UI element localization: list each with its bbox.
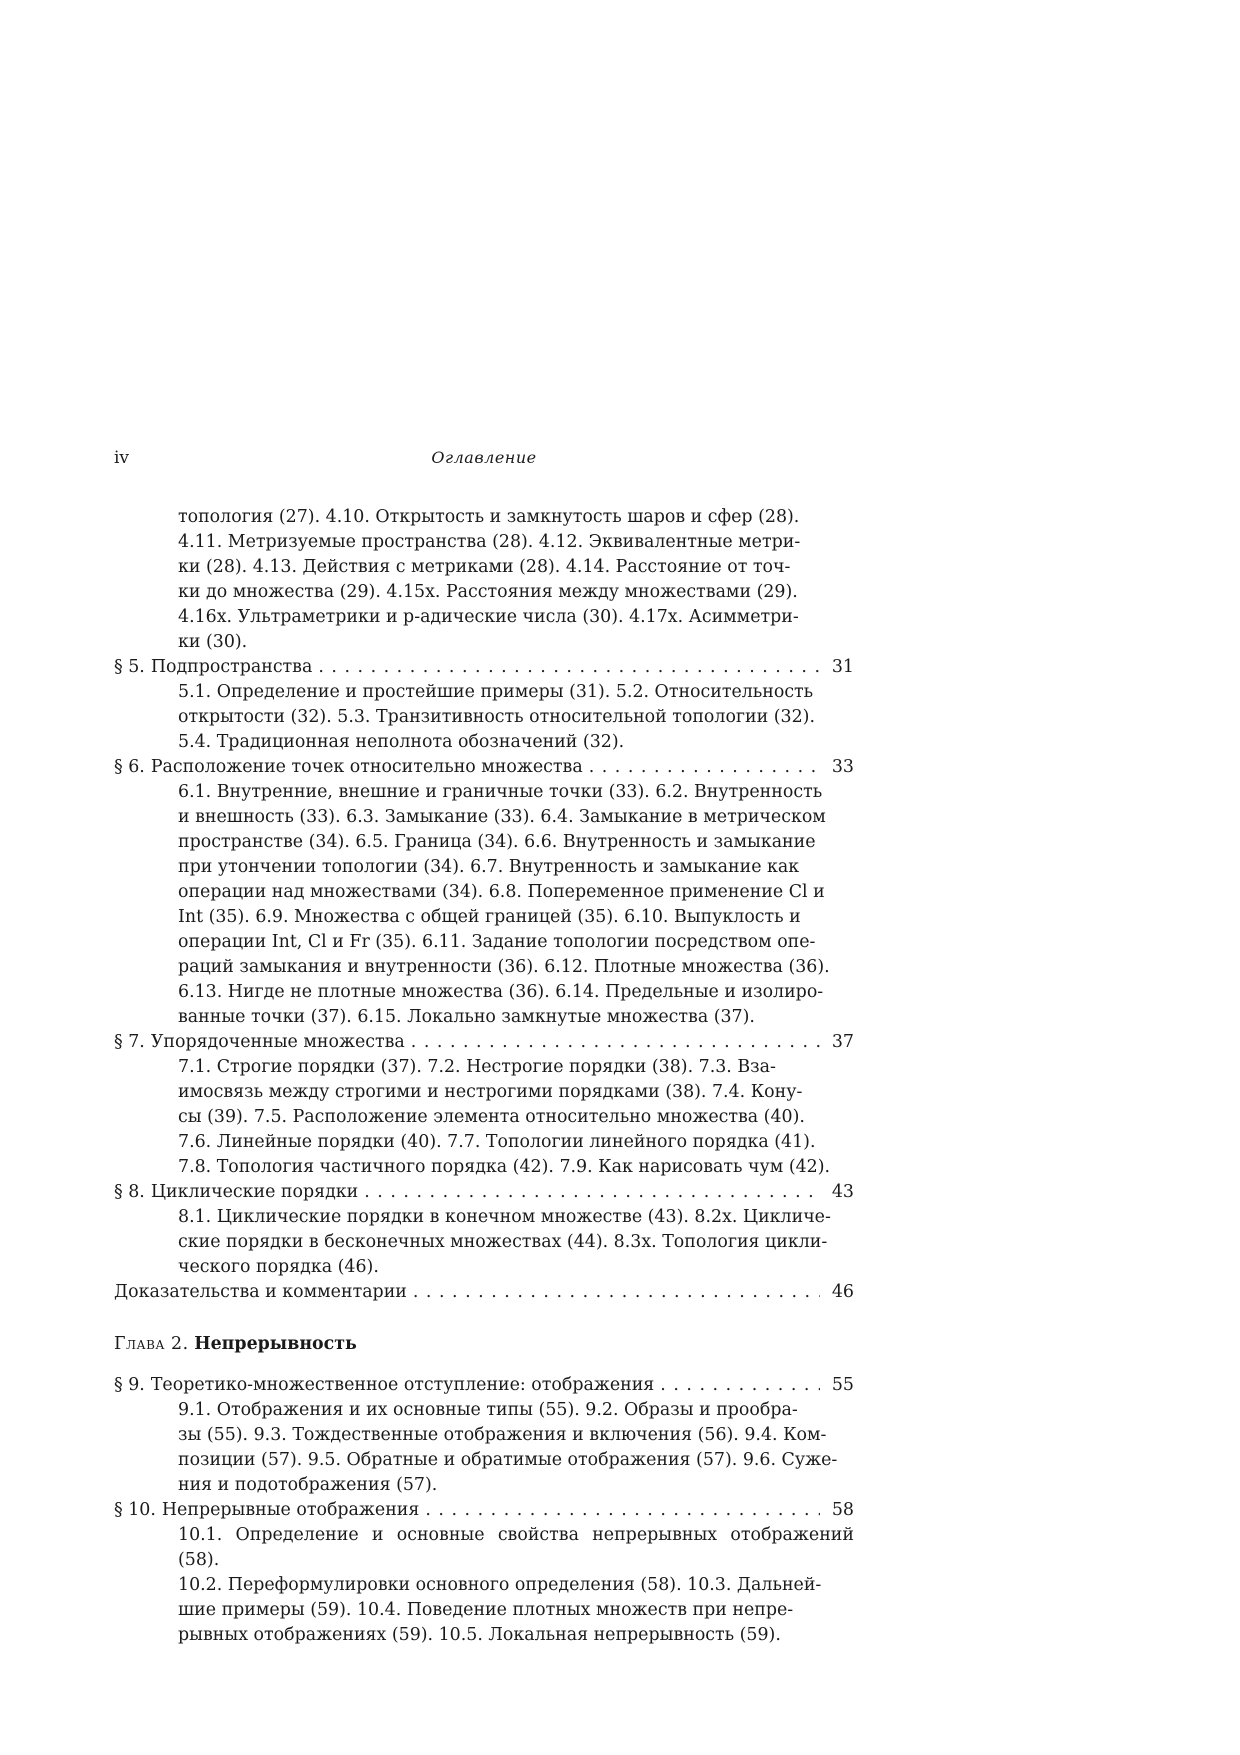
section-page: 55: [831, 1375, 854, 1395]
leader-dots: [660, 1373, 820, 1398]
section-number: § 7.: [114, 1032, 145, 1052]
leader-dots: [411, 1030, 820, 1055]
section-9-subsections: 9.1. Отображения и их основные типы (55). 9.2. Образы и прообра- зы (55). 9.3. Тождественные отображения и включения (56). 9.4. Ком- позиции (57). 9.5. Обратные и обратимые отображения (57). 9.6. Суже- ния и подотображения (57).: [178, 1400, 838, 1495]
section-number: § 6.: [114, 757, 145, 777]
section-title: Теоретико-множественное отступление: отображения: [150, 1375, 655, 1395]
leader-dots: [318, 655, 820, 680]
page-number: iv: [114, 448, 130, 468]
section-page: 58: [831, 1500, 854, 1520]
toc-entry-section-5[interactable]: [114, 655, 854, 680]
chapter-title: Непрерывность: [194, 1334, 357, 1354]
proofs-title: Доказательства и комментарии: [114, 1282, 407, 1302]
section-4-continuation: топология (27). 4.10. Открытость и замкнутость шаров и сфер (28). 4.11. Метризуемые пространства (28). 4.12. Эквивалентные метри- ки (28). 4.13. Действия с метриками (28). 4.14. Расстояние от точ- ки до множества (29). 4.15x. Расстояния между множествами (29). 4.16x. Ультраметрики и p-адические числа (30). 4.17x. Асимметри- ки (30).: [178, 507, 801, 652]
section-number: § 10.: [114, 1500, 156, 1520]
chapter-label: Глава 2.: [114, 1334, 189, 1354]
toc-entry-section-6[interactable]: [114, 755, 854, 780]
leader-dots: [413, 1280, 820, 1305]
toc-entry-section-8[interactable]: [114, 1180, 854, 1205]
chapter-2-heading[interactable]: [114, 1332, 854, 1357]
section-10-subsections: 10.1. Определение и основные свойства непрерывных отображений (58). 10.2. Переформулировки основного определения (58). 10.3. Дальней- шие примеры (59). 10.4. Поведение плотных множеств при непре- рывных отображениях (59). 10.5. Локальная непрерывность (59).: [178, 1525, 854, 1645]
running-title: Оглавление: [431, 448, 537, 467]
section-number: § 8.: [114, 1182, 145, 1202]
section-title: Циклические порядки: [150, 1182, 359, 1202]
section-title: Упорядоченные множества: [150, 1032, 405, 1052]
section-8-subsections: 8.1. Циклические порядки в конечном множестве (43). 8.2x. Цикличе- ские порядки в бесконечных множествах (44). 8.3x. Топология цикли- ческого порядка (46).: [178, 1207, 831, 1277]
section-page: 31: [831, 657, 854, 677]
section-number: § 5.: [114, 657, 145, 677]
section-page: 37: [831, 1032, 854, 1052]
running-header: [114, 448, 854, 476]
proofs-page: 46: [831, 1282, 854, 1302]
section-number: § 9.: [114, 1375, 145, 1395]
section-page: 43: [831, 1182, 854, 1202]
section-5-subsections: 5.1. Определение и простейшие примеры (31). 5.2. Относительность открытости (32). 5.3. Транзитивность относительной топологии (32). 5.4. Традиционная неполнота обозначений (32).: [178, 682, 815, 752]
section-title: Подпространства: [150, 657, 313, 677]
section-6-subsections: 6.1. Внутренние, внешние и граничные точки (33). 6.2. Внутренность и внешность (33). 6.3. Замыкание (33). 6.4. Замыкание в метрическом пространстве (34). 6.5. Граница (34). 6.6. Внутренность и замыкание при утончении топологии (34). 6.7. Внутренность и замыкание как операции над множествами (34). 6.8. Попеременное применение Cl и Int (35). 6.9. Множества с общей границей (35). 6.10. Выпуклость и операции Int, Cl и Fr (35). 6.11. Задание топологии посредством опе- раций замыкания и внутренности (36). 6.12. Плотные множества (36). 6.13. Нигде не плотные множества (36). 6.14. Предельные и изолиро- ванные точки (37). 6.15. Локально замкнутые множества (37).: [178, 782, 830, 1027]
table-of-contents: [114, 505, 854, 1648]
section-7-subsections: 7.1. Строгие порядки (37). 7.2. Нестрогие порядки (38). 7.3. Вза- имосвязь между строгими и нестрогими порядками (38). 7.4. Кону- сы (39). 7.5. Расположение элемента относительно множества (40). 7.6. Линейные порядки (40). 7.7. Топологии линейного порядка (41). 7.8. Топология частичного порядка (42). 7.9. Как нарисовать чум (42).: [178, 1057, 831, 1177]
section-title: Непрерывные отображения: [161, 1500, 420, 1520]
toc-entry-proofs[interactable]: [114, 1280, 854, 1305]
leader-dots: [589, 755, 820, 780]
leader-dots: [425, 1498, 820, 1523]
leader-dots: [364, 1180, 820, 1205]
toc-entry-section-7[interactable]: [114, 1030, 854, 1055]
section-page: 33: [831, 757, 854, 777]
toc-entry-section-9[interactable]: [114, 1373, 854, 1398]
section-title: Расположение точек относительно множества: [150, 757, 583, 777]
toc-entry-section-10[interactable]: [114, 1498, 854, 1523]
